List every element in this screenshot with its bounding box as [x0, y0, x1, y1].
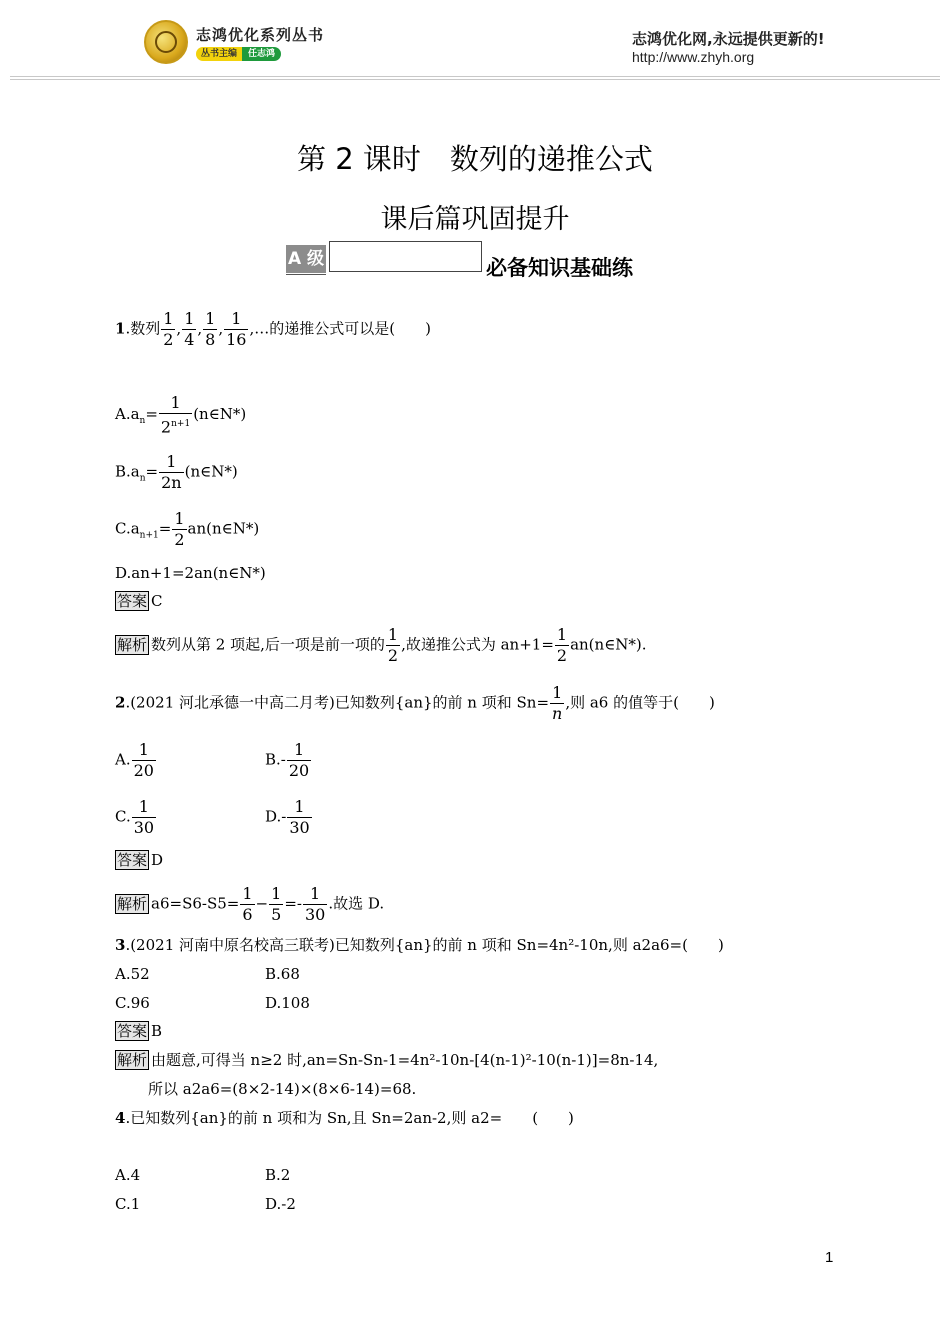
q1-stem: 1.数列 $\frac{1}{2}$ , $\frac{1}{4}$ , $\frac{1}{8}$ , $\frac{1}{16}$ ,…的递推公式可以是( ) [115, 309, 431, 349]
q4-option-b: B.2 [265, 1166, 291, 1184]
level-underline [286, 274, 326, 275]
analysis-tag: 解析 [117, 635, 148, 654]
q1-option-a: $A.a_n=$ $\frac{1}{2^{n+1}}$ (n∈N*) [115, 393, 247, 437]
q3-option-d: D.108 [265, 994, 310, 1012]
analysis-tag: 解析 [117, 894, 148, 913]
q1-option-b: $B.a_n=$ $\frac{1}{2n}$ (n∈N*) [115, 452, 238, 492]
q2-option-a: A. $\frac{1}{20}$ [115, 740, 154, 780]
q1-option-d: D.an+1=2an(n∈N*) [115, 564, 266, 582]
site-url[interactable]: http://www.zhyh.org [632, 49, 755, 65]
level-box [329, 241, 482, 272]
q4-option-a: A.4 [115, 1166, 141, 1184]
q4-option-d: D.-2 [265, 1195, 296, 1213]
answer-tag: 答案 [117, 1022, 148, 1040]
slogan: 志鸿优化网,永远提供更新的! [632, 30, 825, 48]
header-divider-2 [10, 79, 940, 80]
editor-name: 任志鸿 [242, 47, 281, 61]
editor-label: 丛书主编 [196, 47, 242, 61]
q1-option-c: $C.a_{n+1}=$ $\frac{1}{2}$ an(n∈N*) [115, 509, 260, 549]
q2-option-c: C. $\frac{1}{30}$ [115, 797, 155, 837]
page-number: 1 [825, 1249, 834, 1266]
q2-analysis: 解析 a6=S6-S5= $\frac{1}{6}$ − $\frac{1}{5}$ =- $\frac{1}{30}$ .故选 D. [117, 884, 385, 924]
q3-option-a: A.52 [115, 965, 150, 983]
q3-analysis-line2: 所以 a2a6=(8×2-14)×(8×6-14)=68. [148, 1080, 417, 1098]
logo-emblem [144, 20, 188, 64]
q2-option-d: D.- $\frac{1}{30}$ [265, 797, 310, 837]
editor-tag [196, 47, 281, 61]
series-title: 志鸿优化系列丛书 [196, 26, 325, 44]
level-badge: A 级 [286, 245, 326, 273]
q3-stem: 3.(2021 河南中原名校高三联考)已知数列{an}的前 n 项和 Sn=4n²-10n,则 a2a6=( ) [115, 936, 724, 954]
section-title: 课后篇巩固提升 [380, 204, 570, 235]
answer-tag: 答案 [117, 851, 148, 869]
q1-answer: 答案 C [117, 592, 163, 610]
q2-option-b: B.- $\frac{1}{20}$ [265, 740, 310, 780]
q4-stem: 4.已知数列{an}的前 n 项和为 Sn,且 Sn=2an-2,则 a2= ( ) [115, 1109, 574, 1127]
answer-tag: 答案 [117, 592, 148, 610]
q3-option-c: C.96 [115, 994, 150, 1012]
header-divider [10, 76, 940, 77]
q2-answer: 答案 D [117, 851, 164, 869]
q1-analysis: 解析 数列从第 2 项起,后一项是前一项的 $\frac{1}{2}$ ,故递推公式为 an+1= $\frac{1}{2}$ an(n∈N*). [117, 625, 647, 665]
q4-option-c: C.1 [115, 1195, 141, 1213]
q3-analysis: 解析 由题意,可得当 n≥2 时,an=Sn-Sn-1=4n²-10n-[4(n-1)²-10(n-1)]=8n-14, [117, 1051, 659, 1069]
q3-answer: 答案 B [117, 1022, 163, 1040]
q2-stem: 2.(2021 河北承德一中高二月考)已知数列{an}的前 n 项和 Sn= $\frac{1}{n}$ ,则 a6 的值等于( ) [115, 683, 715, 723]
analysis-tag: 解析 [117, 1051, 148, 1069]
lesson-title: 第 2 课时 数列的递推公式 [297, 142, 653, 176]
q3-option-b: B.68 [265, 965, 300, 983]
level-label: 必备知识基础练 [486, 256, 633, 280]
